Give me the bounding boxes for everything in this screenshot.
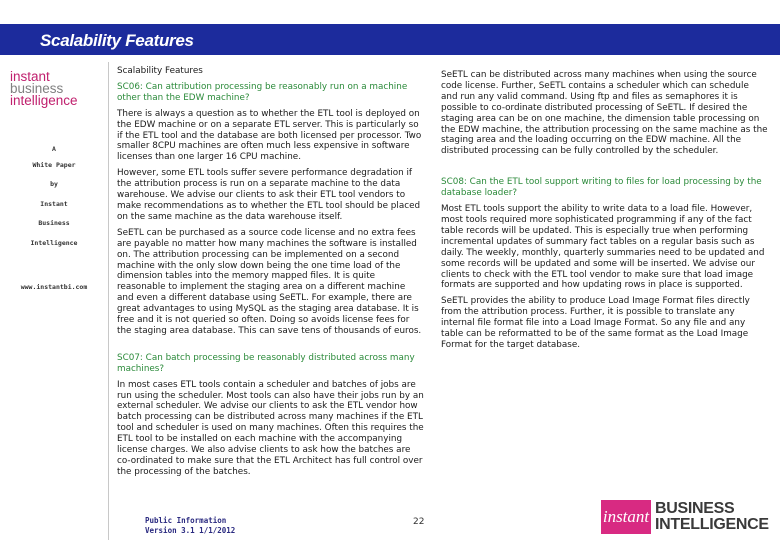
paragraph: In most cases ETL tools contain a scheduler and batches of jobs are run using the scheduler. Most tools can also have their jobs run by an external scheduler. We advise our clients to ask the ETL vendor how batch processing can be distributed across many machines if the ETL tool and scheduler is used on many machines. Often this requires the ETL tool to be installed on each machine with the accompanying license charges. We also advise clients to ask how the batches are co-ordinated to make sure that the ETL Architect has full control over the processing of the batches. [117,379,424,477]
right-column [441,70,768,356]
question-sc06: SC06: Can attribution processing be reasonably run on a machine other than the EDW machine? [117,81,408,103]
question-sc08: SC08: Can the ETL tool support writing to files for load processing by the database loader? [441,177,762,199]
page-title: Scalability Features [40,31,194,50]
section-heading: Scalability Features [117,66,203,76]
footer-version: Version 3.1 1/1/2012 [145,526,236,535]
brand-word-intelligence: INTELLIGENCE [655,516,769,533]
sidebar-line-instant: Instant [40,200,68,208]
sidebar-line-white-paper: White Paper [32,161,76,169]
left-column [117,66,424,483]
sidebar-line-intelligence: Intelligence [30,239,78,247]
paragraph: SeETL can be distributed across many machines when using the source code license. Further, SeETL contains a scheduler which can schedule and run any valid command. Using ftp and files as semaphores it is possible to co-ordinate distributed processing of SeETL. If desired the staging area can be on one machine, the dimension table processing on the EDW machine, the attribution processing on the same machine as the staging area and the loading occurring on the EDW machine. All the distributed processing can be fully controlled by the scheduler. [441,70,768,157]
sidebar-website-link[interactable]: www.instantbi.com [20,283,88,291]
paragraph: However, some ETL tools suffer severe performance degradation if the attribution process is run on a separate machine to the data warehouse. We advise our clients to ask their ETL tool vendors to make recommendations as to whether the ETL tool should be placed on the same machine as the data warehouse itself. [117,168,421,222]
brand-tag: instant [601,500,651,534]
paragraph: SeETL can be purchased as a source code license and no extra fees are payable no matter how many machines the software is installed on. The attribution processing can be implemented on a second machine with the only slow down being the one time load of the dimension tables into the memory mapped files. It is quite reasonable to implement the staging area on a different machine and even a different database using SeETL. For example, there are great advantages to using MySQL as the staging area database. It is free and it is not queried so often. Doing so avoids license fees for the staging area database. This can save tens of thousands of euros. [117,227,422,336]
footer-public-information: Public Information [145,516,227,525]
sidebar-line-business: Business [38,219,70,227]
paragraph: SeETL provides the ability to produce Load Image Format files directly from the attribution process. Further, it is possible to translate any internal file format file into a Load Image Format. So any file and any table can be reformatted to be of the same format as the Load Image Format for the target database. [441,296,750,350]
logo-word-instant: instant [10,69,50,84]
sidebar-line-by: by [50,180,58,188]
sidebar [0,62,109,540]
logo-word-business: business [10,81,64,96]
header [0,0,780,62]
question-sc07: SC07: Can batch processing be reasonably distributed across many machines? [117,352,415,374]
brand-logo [601,500,773,534]
paragraph: There is always a question as to whether the ETL tool is deployed on the EDW machine or on a separate ETL server. This is particularly so if the ETL tool and the database are both licensed per processor. Two smaller 8CPU machines are often much less expensive in software licenses than one larger 16 CPU machine. [117,108,422,163]
logo-word-intelligence: intelligence [10,93,78,108]
company-logo [10,71,98,107]
paragraph: Most ETL tools support the ability to write data to a load file. However, most tools required more sophisticated programming if any of the fact table records will be updated. This is especially true when performing incremental updates of summary fact tables on a regular basis such as daily. The weekly, monthly, quarterly summaries need to be updated and some records will be updated and some will be inserted. We advise our clients to check with the ETL tool vendor to make sure that load image formats are supported and how updating rows in place is supported. [441,204,765,291]
footer-info [145,516,235,536]
page-number: 22 [413,517,425,527]
brand-word-business: BUSINESS [655,500,735,517]
sidebar-line-a: A [52,145,56,153]
